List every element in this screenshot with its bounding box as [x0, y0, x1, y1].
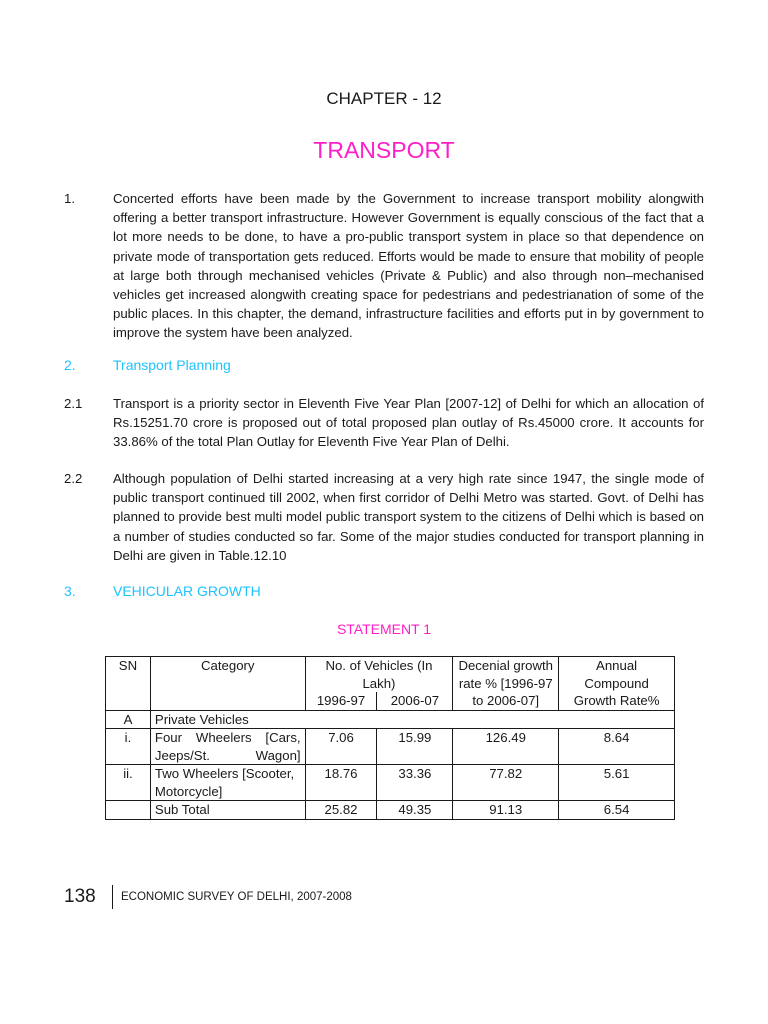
cell-sn — [106, 801, 151, 820]
page-title: TRANSPORT — [313, 137, 455, 163]
cell-category: Private Vehicles — [150, 710, 674, 729]
paragraph-2-1 — [64, 394, 704, 452]
footer-divider — [112, 885, 113, 909]
header-category: Category — [150, 657, 305, 711]
paragraph-number: 2.1 — [64, 396, 83, 411]
cell-category: Sub Total — [150, 801, 305, 820]
header-2006: 2006-07 — [377, 692, 453, 710]
cell-decenial: 126.49 — [453, 729, 559, 765]
cell-annual: 5.61 — [559, 765, 675, 801]
paragraph-text: Concerted efforts have been made by the Government to increase transport mobility alongwith offering a better transport infrastructure. However Government is equally conscious of the fact that a lot more needs to be done, to have a pro-public transport system in place so that dependence on private mode of transportation gets reduced. Efforts would be made to ensure that mobility of people at large both through mechanised vehicles (Private & Public) and also through non–mechanised vehicles get increased alongwith creating space for pedestrians and pedestrianation of some of the public places. In this chapter, the demand, infrastructure facilities and efforts put in by government to improve the system have been analyzed. — [113, 191, 704, 341]
cell-decenial: 91.13 — [453, 801, 559, 820]
cell-annual: 8.64 — [559, 729, 675, 765]
table-header-row — [106, 657, 675, 693]
section-heading-vehicular-growth — [64, 583, 261, 599]
header-decenial: Decenial growth rate % [1996-97 to 2006-07] — [453, 657, 559, 711]
footer-title: ECONOMIC SURVEY OF DELHI, 2007-2008 — [121, 891, 352, 903]
cell-sn: ii. — [106, 765, 151, 801]
paragraph-text: Transport is a priority sector in Eleventh Five Year Plan [2007-12] of Delhi for which an allocation of Rs.15251.70 crore is proposed out of total proposed plan outlay of Rs.45000 crore. It accounts for 33.86% of the total Plan Outlay for Eleventh Five Year Plan of Delhi. — [113, 396, 704, 450]
table-row-subtotal — [106, 801, 675, 820]
header-annual: Annual Compound Growth Rate% — [559, 657, 675, 711]
cell-1996: 7.06 — [305, 729, 377, 765]
cell-category: Four Wheelers [Cars, Jeeps/St. Wagon] — [150, 729, 305, 765]
cell-2006: 33.36 — [377, 765, 453, 801]
cell-sn: i. — [106, 729, 151, 765]
paragraph-number: 1. — [64, 191, 75, 206]
cell-1996: 18.76 — [305, 765, 377, 801]
page-number: 138 — [64, 886, 96, 907]
table-row — [106, 765, 675, 801]
cell-2006: 15.99 — [377, 729, 453, 765]
table-row — [106, 729, 675, 765]
section-number: 2. — [64, 357, 76, 373]
statement-title: STATEMENT 1 — [336, 621, 432, 637]
paragraph-number: 2.2 — [64, 471, 83, 486]
cell-decenial: 77.82 — [453, 765, 559, 801]
cell-sn: A — [106, 710, 151, 729]
paragraph-1 — [64, 189, 704, 343]
table-row — [106, 710, 675, 729]
cell-annual: 6.54 — [559, 801, 675, 820]
vehicle-growth-table — [105, 656, 675, 820]
section-heading-transport-planning — [64, 357, 231, 373]
section-number: 3. — [64, 583, 76, 599]
paragraph-2-2 — [64, 469, 704, 565]
section-title: Transport Planning — [113, 357, 231, 373]
cell-2006: 49.35 — [377, 801, 453, 820]
paragraph-text: Although population of Delhi started increasing at a very high rate since 1947, the single mode of public transport continued till 2002, when first corridor of Delhi Metro was started. Govt. of Delhi has planned to provide best multi model public transport system to the citizens of Delhi which is based on a number of studies conducted so far. Some of the major studies conducted for transport planning in Delhi are given in Table.12.10 — [113, 471, 704, 563]
header-sn: SN — [106, 657, 151, 711]
chapter-label: CHAPTER - 12 — [326, 89, 442, 108]
section-title: VEHICULAR GROWTH — [113, 583, 261, 599]
cell-1996: 25.82 — [305, 801, 377, 820]
cell-category: Two Wheelers [Scooter, Motorcycle] — [150, 765, 305, 801]
header-vehicles: No. of Vehicles (In Lakh) — [305, 657, 453, 693]
header-1996: 1996-97 — [305, 692, 377, 710]
